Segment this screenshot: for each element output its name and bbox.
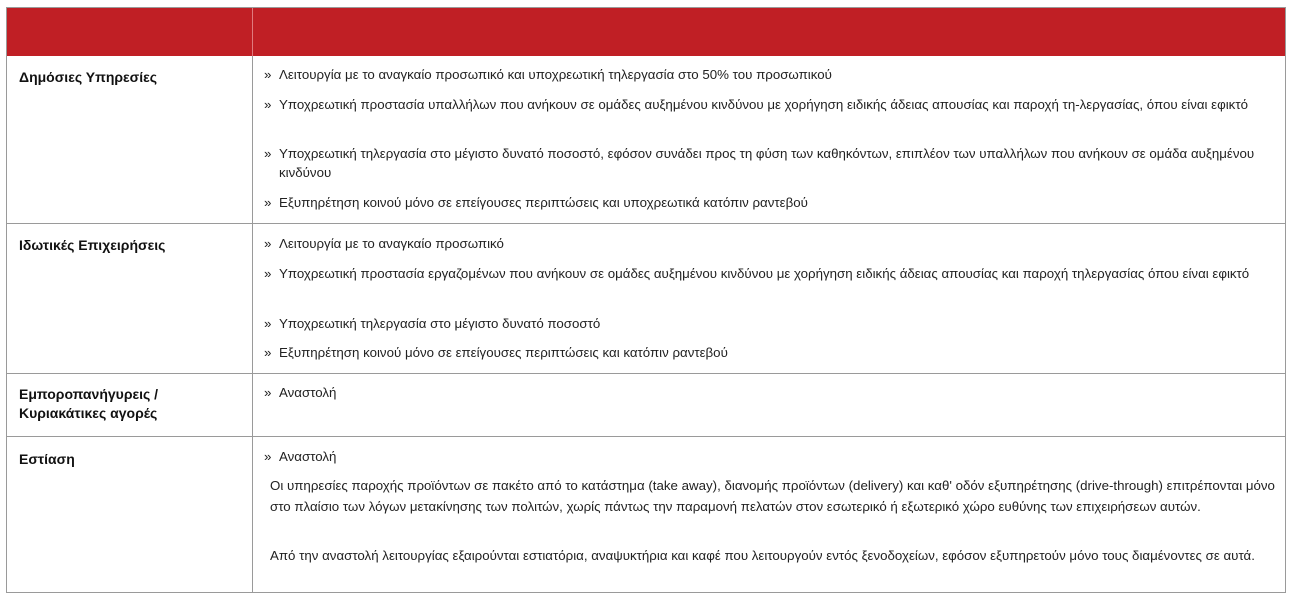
list-item: » Υποχρεωτική προστασία υπαλλήλων που ανήκουν σε ομάδες αυξημένου κινδύνου με χορήγηση ειδικής άδειας απουσίας και παροχή τη-λεργασίας, όπου είναι εφικτό xyxy=(264,97,1248,112)
list-item: » Εξυπηρέτηση κοινού μόνο σε επείγουσες περιπτώσεις και υποχρεωτικά κατόπιν ραντεβού xyxy=(264,195,808,210)
list-item: » Αναστολή xyxy=(264,385,337,400)
bullet: » xyxy=(264,385,272,400)
column-divider xyxy=(252,56,253,592)
bullet: » xyxy=(264,266,272,281)
category-dining: Εστίαση xyxy=(19,451,75,467)
list-item: » Εξυπηρέτηση κοινού μόνο σε επείγουσες περιπτώσεις και κατόπιν ραντεβού xyxy=(264,345,728,360)
list-item: » Λειτουργία με το αναγκαίο προσωπικό xyxy=(264,236,504,251)
bullet: » xyxy=(264,146,272,161)
header-divider xyxy=(252,8,253,56)
list-item: » Υποχρεωτική τηλεργασία στο μέγιστο δυνατό ποσοστό, εφόσον συνάδει προς τη φύση των καθηκόντων, επιπλέον των υπαλλήλων που ανήκουν σε ομάδα αυξημένου κινδύνου xyxy=(264,146,1255,180)
list-item: » Υποχρεωτική προστασία εργαζομένων που ανήκουν σε ομάδες αυξημένου κινδύνου με χορήγηση ειδικής άδειας απουσίας και παροχή τηλεργασίας όπου είναι εφικτό xyxy=(264,266,1250,281)
table-header xyxy=(7,8,1285,56)
list-item: » Αναστολή xyxy=(264,449,337,464)
bullet: » xyxy=(264,345,272,360)
bullet: » xyxy=(264,316,272,331)
measures-table xyxy=(6,7,1286,593)
row-divider xyxy=(7,223,1285,224)
bullet: » xyxy=(264,236,272,251)
bullet: » xyxy=(264,67,272,82)
paragraph-dining-services: Οι υπηρεσίες παροχής προϊόντων σε πακέτο από το κατάστημα (take away), διανομής προϊόντων (delivery) και καθ' οδόν εξυπηρέτησης (drive-through) επιτρέπονται μόνο στο πλαίσιο των λόγων μετακίνησης των πολιτών, χωρίς πάντως την παραμονή πελατών στον εσωτερικό ή εξωτερικό χώρο ευθύνης των επιχειρήσεων αυτών. xyxy=(270,478,1275,514)
bullet: » xyxy=(264,449,272,464)
category-fairs-markets: Εμποροπανήγυρεις / Κυριακάτικες αγορές xyxy=(19,386,159,421)
category-public-services: Δημόσιες Υπηρεσίες xyxy=(19,69,158,85)
list-item: » Υποχρεωτική τηλεργασία στο μέγιστο δυνατό ποσοστό xyxy=(264,316,601,331)
list-item: » Λειτουργία με το αναγκαίο προσωπικό και υποχρεωτική τηλεργασία στο 50% του προσωπικού xyxy=(264,67,832,82)
row-divider xyxy=(7,436,1285,437)
paragraph-dining-exemption: Από την αναστολή λειτουργίας εξαιρούνται εστιατόρια, αναψυκτήρια και καφέ που λειτουργούν εντός ξενοδοχείων, εφόσον εξυπηρετούν μόνο τους διαμένοντες σε αυτά. xyxy=(270,548,1255,563)
category-private-businesses: Ιδωτικές Επιχειρήσεις xyxy=(19,237,166,253)
bullet: » xyxy=(264,97,272,112)
row-divider xyxy=(7,373,1285,374)
bullet: » xyxy=(264,195,272,210)
